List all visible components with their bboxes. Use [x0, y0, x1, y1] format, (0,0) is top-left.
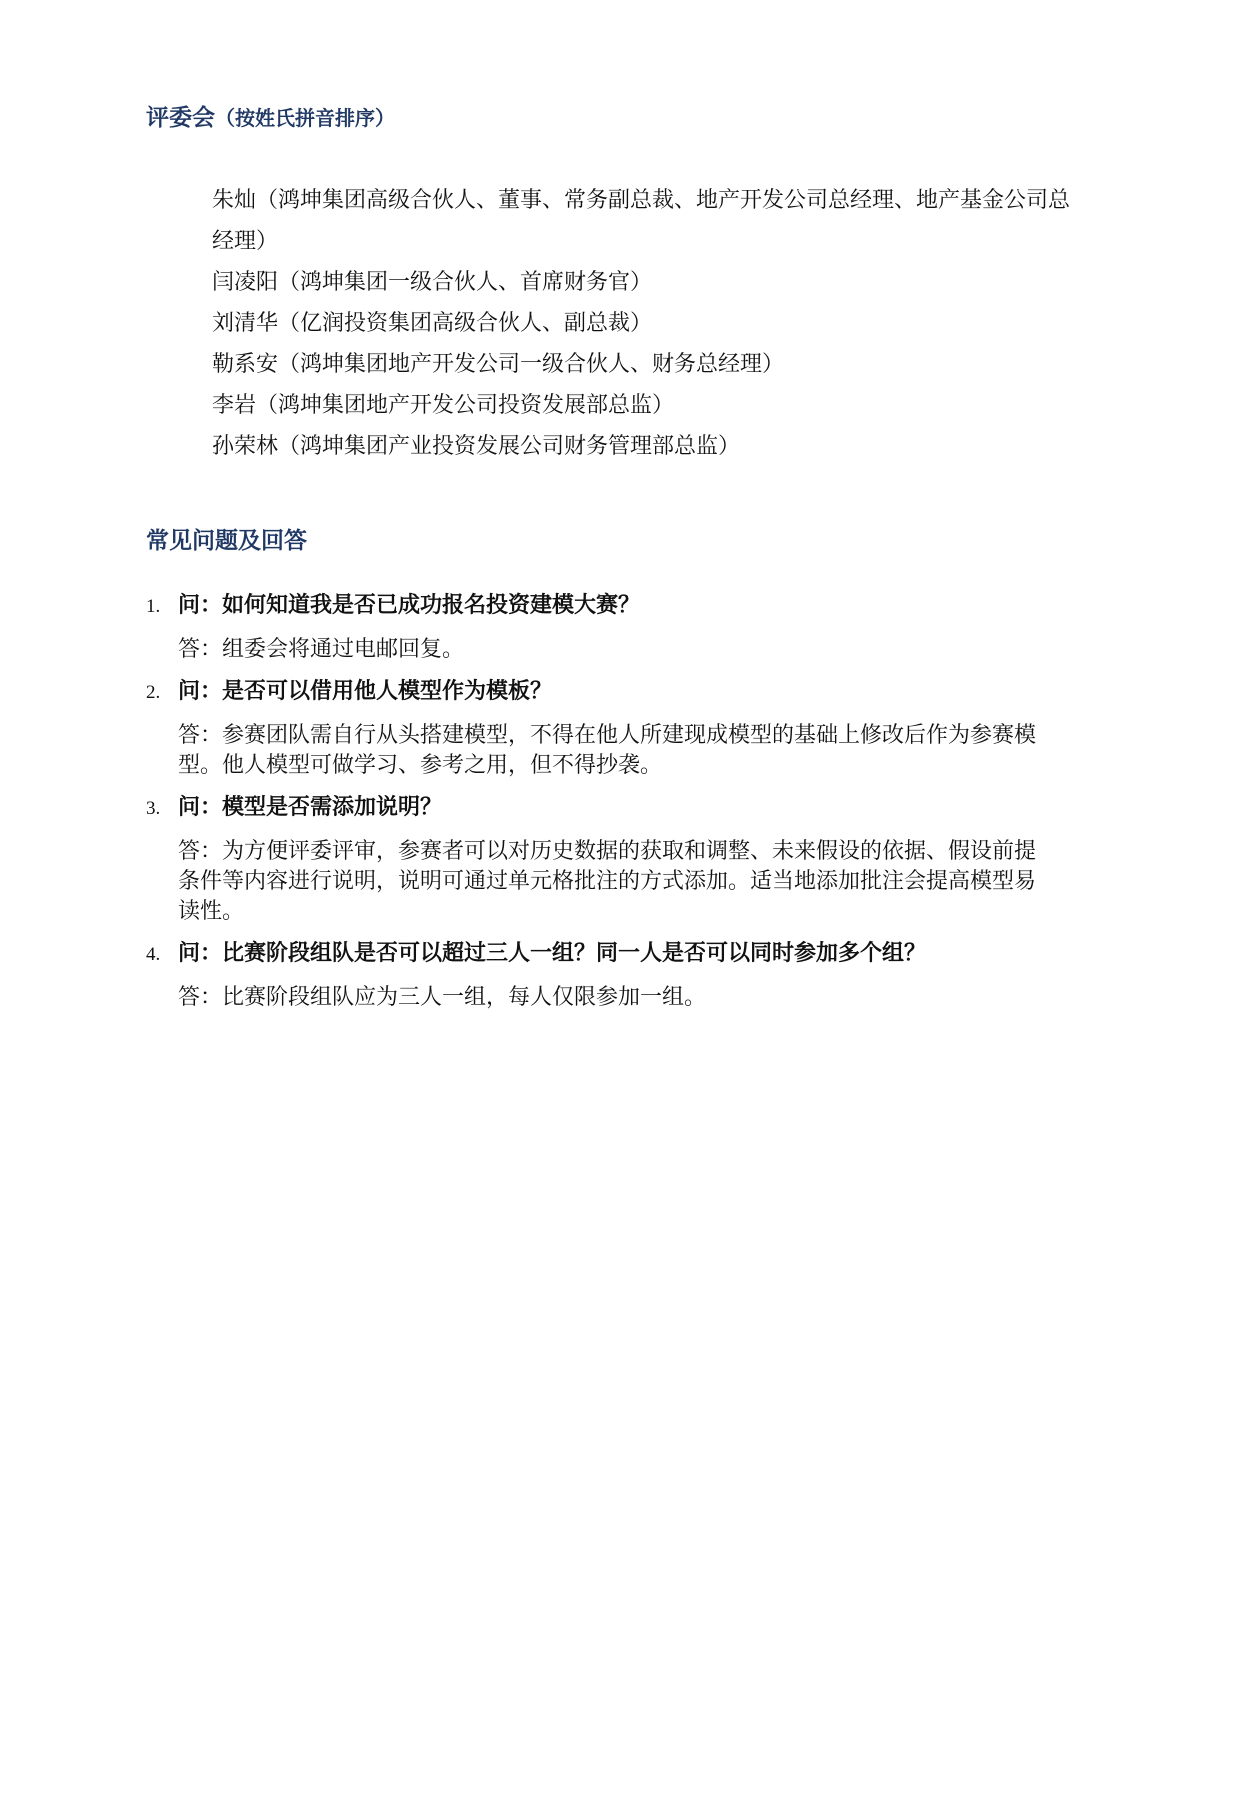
faq-answer-text: 为方便评委评审，参赛者可以对历史数据的获取和调整、未来假设的依据、假设前提条件等内容进行说明，说明可通过单元格批注的方式添加。适当地添加批注会提高模型易读性。 [178, 838, 1037, 923]
faq-item-number: 4. [146, 944, 161, 965]
faq-question-row [146, 676, 1074, 708]
judge-item: 勒系安（鸿坤集团地产开发公司一级合伙人、财务总经理） [212, 351, 785, 376]
faq-answer [178, 982, 1040, 1012]
faq-question [178, 792, 442, 822]
faq-question-row [146, 590, 1074, 622]
judges-section-title [146, 103, 1090, 133]
faq-question-label: 问： [178, 794, 223, 819]
faq-question-text: 比赛阶段组队是否可以超过三人一组？同一人是否可以同时参加多个组？ [222, 940, 927, 965]
faq-question-row [146, 938, 1074, 970]
faq-question-row [146, 792, 1074, 824]
faq-answer [178, 634, 1040, 664]
faq-question-text: 是否可以借用他人模型作为模板？ [222, 678, 553, 703]
faq-question-label: 问： [178, 678, 223, 703]
faq-answer [178, 836, 1040, 926]
faq-answer-text: 参赛团队需自行从头搭建模型，不得在他人所建现成模型的基础上修改后作为参赛模型。他人模型可做学习、参考之用，但不得抄袭。 [178, 722, 1037, 777]
faq-answer-label: 答： [178, 722, 223, 747]
faq-question [178, 590, 640, 620]
faq-item-number: 2. [146, 682, 161, 703]
faq-item [146, 792, 1090, 926]
faq-answer-label: 答： [178, 838, 223, 863]
faq-answer [178, 720, 1040, 780]
judges-title-text: 评委会 [146, 104, 215, 130]
faq-answer-text: 组委会将通过电邮回复。 [222, 636, 465, 661]
faq-list [146, 590, 1090, 1012]
faq-question-text: 如何知道我是否已成功报名投资建模大赛？ [222, 592, 641, 617]
faq-question-label: 问： [178, 940, 223, 965]
faq-answer-label: 答： [178, 636, 223, 661]
judge-item: 李岩（鸿坤集团地产开发公司投资发展部总监） [212, 392, 675, 417]
faq-question [178, 938, 926, 968]
faq-item [146, 676, 1090, 780]
faq-question-label: 问： [178, 592, 223, 617]
faq-answer-label: 答： [178, 984, 223, 1009]
judge-item: 朱灿（鸿坤集团高级合伙人、董事、常务副总裁、地产开发公司总经理、地产基金公司总经理） [212, 187, 1071, 253]
judge-item: 刘清华（亿润投资集团高级合伙人、副总裁） [212, 310, 653, 335]
faq-question [178, 676, 552, 706]
judges-title-suffix: （按姓氏拼音排序） [215, 108, 395, 130]
faq-item [146, 590, 1090, 664]
judge-item: 闫凌阳（鸿坤集团一级合伙人、首席财务官） [212, 269, 653, 294]
judges-list [212, 179, 1074, 466]
faq-item-number: 1. [146, 596, 161, 617]
faq-section-title: 常见问题及回答 [146, 527, 307, 553]
faq-item-number: 3. [146, 798, 161, 819]
faq-question-text: 模型是否需添加说明？ [222, 794, 443, 819]
faq-answer-text: 比赛阶段组队应为三人一组，每人仅限参加一组。 [222, 984, 707, 1009]
faq-item [146, 938, 1090, 1012]
judge-item: 孙荣林（鸿坤集团产业投资发展公司财务管理部总监） [212, 433, 741, 458]
